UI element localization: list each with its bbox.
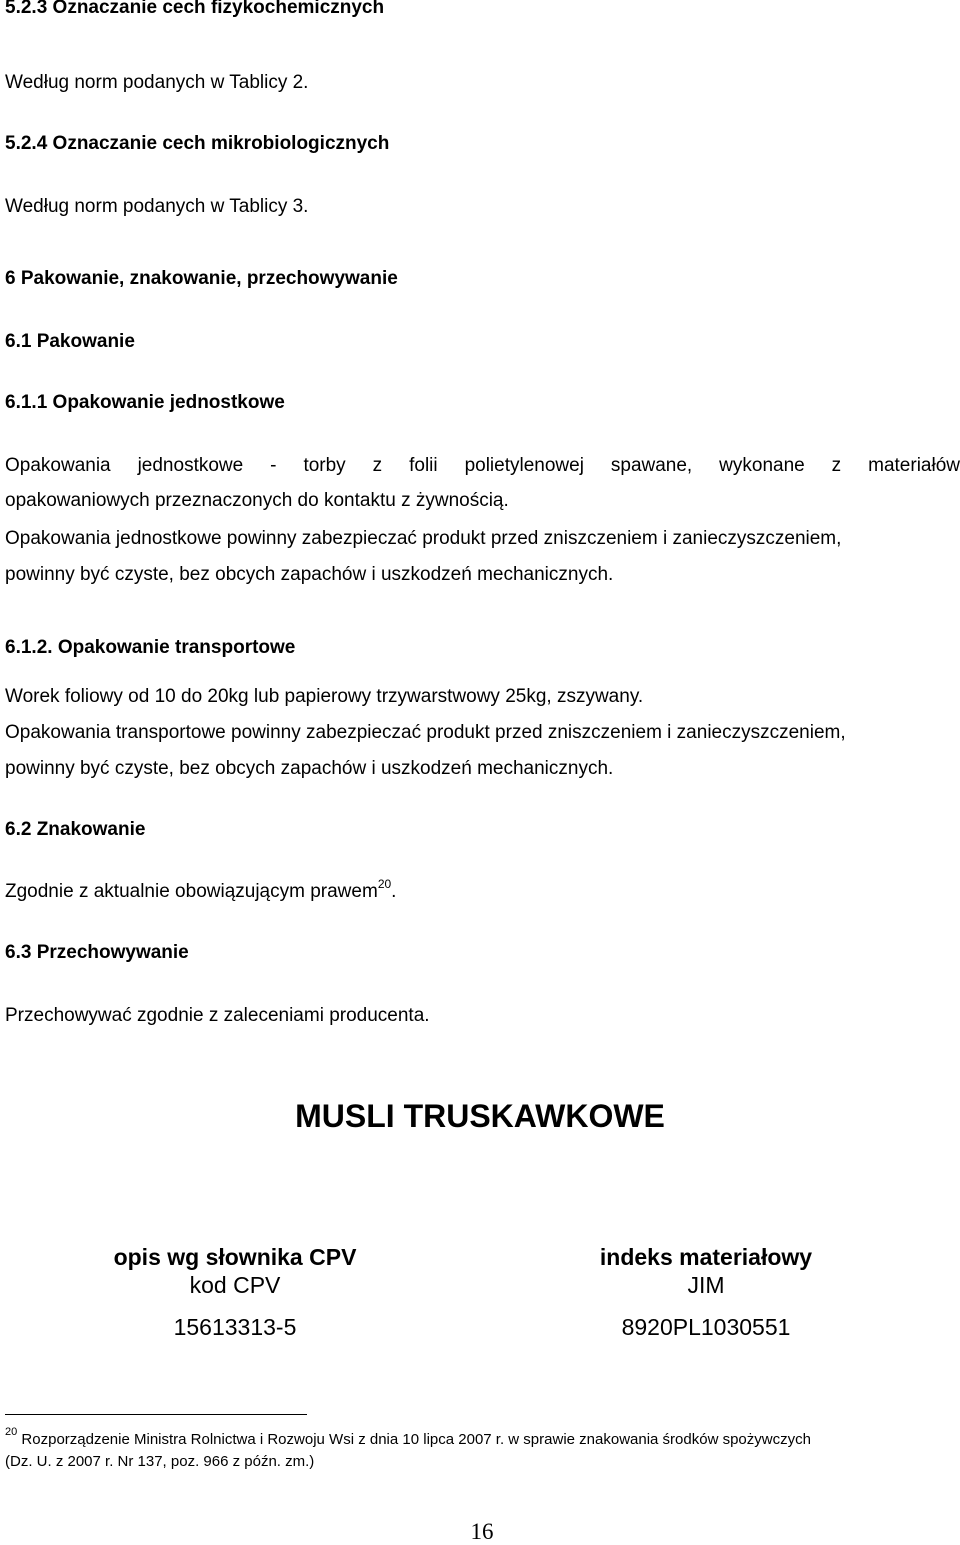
jim-code: 8920PL1030551 — [621, 1314, 791, 1340]
paragraph-6-1-1-a-line-1: Opakowania jednostkowe - torby z folii polietylenowej spawane, wykonane z materiałów — [5, 455, 960, 476]
heading-5-2-4: 5.2.4 Oznaczanie cech mikrobiologicznych — [5, 133, 390, 154]
paragraph-6-1-1-b-line-1: Opakowania jednostkowe powinny zabezpieczać produkt przed zniszczeniem i zanieczyszczeniem, — [5, 528, 842, 549]
footnote-separator — [5, 1414, 307, 1415]
cpv-sublabel: kod CPV — [189, 1272, 281, 1298]
footnote-text-1: Rozporządzenie Ministra Rolnictwa i Rozwoju Wsi z dnia 10 lipca 2007 r. w sprawie znakowania środków spożywczych — [21, 1431, 811, 1448]
text-6-2-end: . — [391, 881, 397, 902]
cpv-code: 15613313-5 — [173, 1314, 297, 1340]
heading-5-2-3: 5.2.3 Oznaczanie cech fizykochemicznych — [5, 0, 385, 18]
page-number: 16 — [470, 1519, 494, 1544]
text-5-2-3: Według norm podanych w Tablicy 2. — [5, 72, 309, 93]
heading-6-2: 6.2 Znakowanie — [5, 819, 146, 840]
jim-sublabel: JIM — [687, 1272, 725, 1298]
text-6-2-body: Zgodnie z aktualnie obowiązującym prawem — [5, 881, 378, 902]
heading-6-1-2: 6.1.2. Opakowanie transportowe — [5, 637, 296, 658]
cpv-label: opis wg słownika CPV — [113, 1244, 357, 1270]
footnote-number: 20 — [5, 1426, 18, 1438]
paragraph-6-1-1-b-line-2: powinny być czyste, bez obcych zapachów i uszkodzeń mechanicznych. — [5, 564, 614, 585]
paragraph-6-1-2-b-line-1: Opakowania transportowe powinny zabezpieczać produkt przed zniszczeniem i zanieczyszczeniem, — [5, 722, 846, 743]
footnote-ref: 20 — [377, 876, 392, 891]
heading-6: 6 Pakowanie, znakowanie, przechowywanie — [5, 268, 398, 289]
text-6-3: Przechowywać zgodnie z zaleceniami producenta. — [5, 1005, 430, 1026]
footnote-line-1 — [5, 1426, 811, 1450]
footnote-line-2: (Dz. U. z 2007 r. Nr 137, poz. 966 z późn. zm.) — [5, 1453, 315, 1470]
text-5-2-4: Według norm podanych w Tablicy 3. — [5, 196, 309, 217]
product-title: MUSLI TRUSKAWKOWE — [295, 1098, 665, 1134]
paragraph-6-1-1-a-line-2: opakowaniowych przeznaczonych do kontaktu z żywnością. — [5, 490, 509, 511]
text-6-2 — [5, 876, 397, 903]
jim-column — [496, 1243, 916, 1341]
paragraph-6-1-2-a: Worek foliowy od 10 do 20kg lub papierowy trzywarstwowy 25kg, zszywany. — [5, 686, 644, 707]
cpv-column — [25, 1243, 445, 1341]
heading-6-1-1: 6.1.1 Opakowanie jednostkowe — [5, 392, 285, 413]
paragraph-6-1-2-b-line-2: powinny być czyste, bez obcych zapachów i uszkodzeń mechanicznych. — [5, 758, 614, 779]
heading-6-3: 6.3 Przechowywanie — [5, 942, 189, 963]
jim-label: indeks materiałowy — [599, 1244, 813, 1270]
heading-6-1: 6.1 Pakowanie — [5, 331, 135, 352]
